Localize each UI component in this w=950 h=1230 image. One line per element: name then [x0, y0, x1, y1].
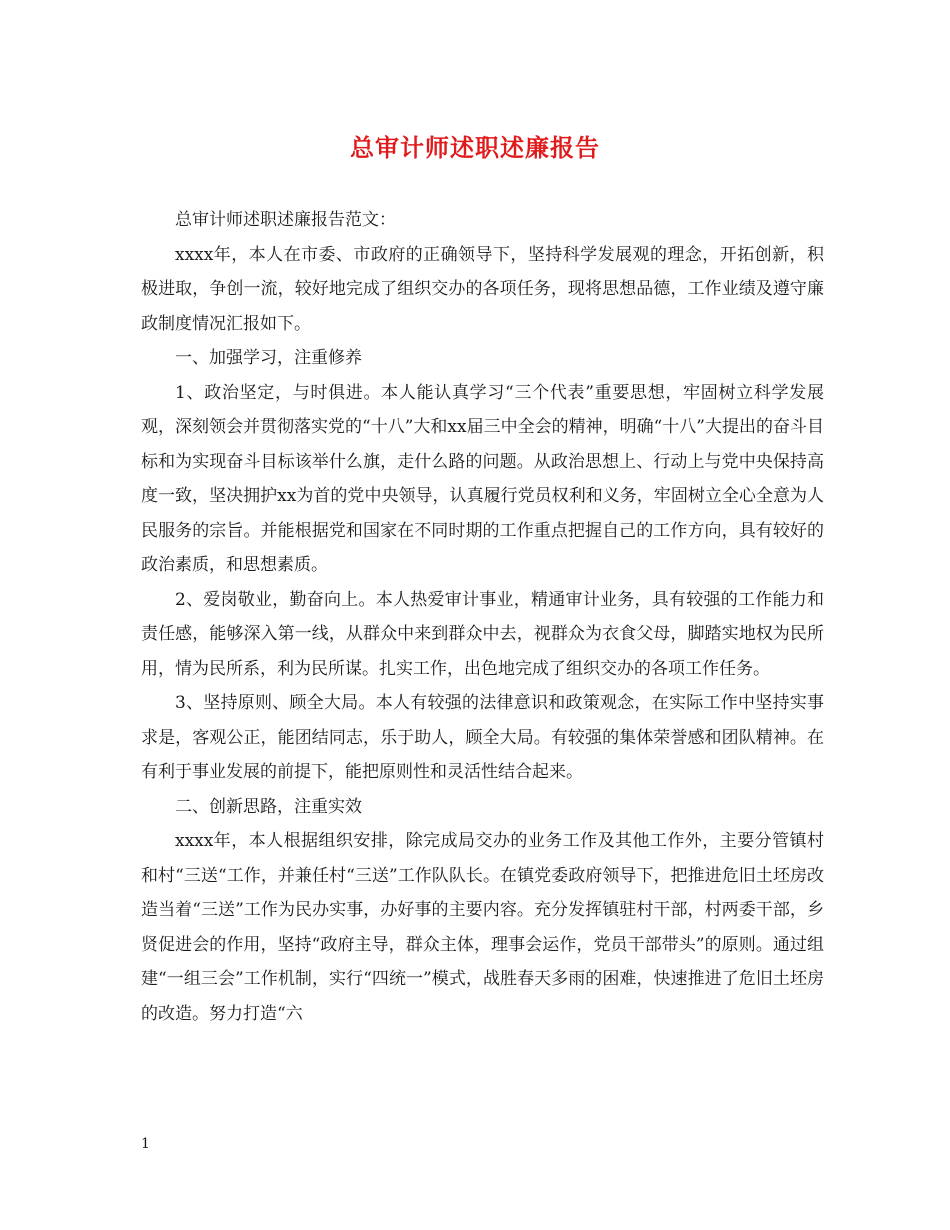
paragraph-intro: 总审计师述职述廉报告范文： — [175, 210, 396, 230]
document-title: 总审计师述职述廉报告 — [350, 133, 600, 162]
paragraph-principles: 3、坚持原则、顾全大局。本人有较强的法律意识和政策观念，在实际工作中坚持实事求是，客观公正，能团结同志，乐于助人，顾全大局。有较强的集体荣誉感和团队精神。在有利于事业发展的前提下，能把原则性和灵活性结合起来。 — [141, 693, 824, 782]
paragraph-work: xxxx年，本人根据组织安排，除完成局交办的业务工作及其他工作外，主要分管镇村和村“三送“工作，并兼任村“三送”工作队队长。在镇党委政府领导下，把推进危旧土坯房改造当着“三送”工作为民办实事，办好事的主要内容。充分发挥镇驻村干部，村两委干部，乡贤促进会的作用，坚持“政府主导，群众主体，理事会运作，党员干部带头”的原则。通过组建“一组三会”工作机制，实行“四统一”模式，战胜春天多雨的困难，快速推进了危旧土坯房的改造。努力打造“六 — [141, 831, 824, 1024]
section-heading-1: 一、加强学习，注重修养 — [175, 348, 362, 368]
paragraph-opening: xxxx年，本人在市委、市政府的正确领导下，坚持科学发展观的理念，开拓创新，积极进取，争创一流，较好地完成了组织交办的各项任务，现将思想品德，工作业绩及遵守廉政制度情况汇报如下。 — [141, 244, 824, 334]
paragraph-political: 1、政治坚定，与时俱进。本人能认真学习“三个代表”重要思想，牢固树立科学发展观，深刻领会并贯彻落实党的“十八”大和xx届三中全会的精神，明确“十八”大提出的奋斗目标和为实现奋斗目标该举什么旗，走什么路的问题。从政治思想上、行动上与党中央保持高度一致，坚决拥护xx为首的党中央领导，认真履行党员权利和义务，牢固树立全心全意为人民服务的宗旨。并能根据党和国家在不同时期的工作重点把握自己的工作方向，具有较好的政治素质，和思想素质。 — [141, 382, 824, 575]
paragraph-dedication: 2、爱岗敬业，勤奋向上。本人热爱审计事业，精通审计业务，具有较强的工作能力和责任感，能够深入第一线，从群众中来到群众中去，视群众为衣食父母，脚踏实地权为民所用，情为民所系，利为民所谋。扎实工作，出色地完成了组织交办的各项工作任务。 — [141, 589, 824, 679]
document-body — [141, 203, 824, 1031]
page-number: 1 — [141, 1136, 150, 1152]
section-heading-2: 二、创新思路，注重实效 — [175, 796, 362, 817]
